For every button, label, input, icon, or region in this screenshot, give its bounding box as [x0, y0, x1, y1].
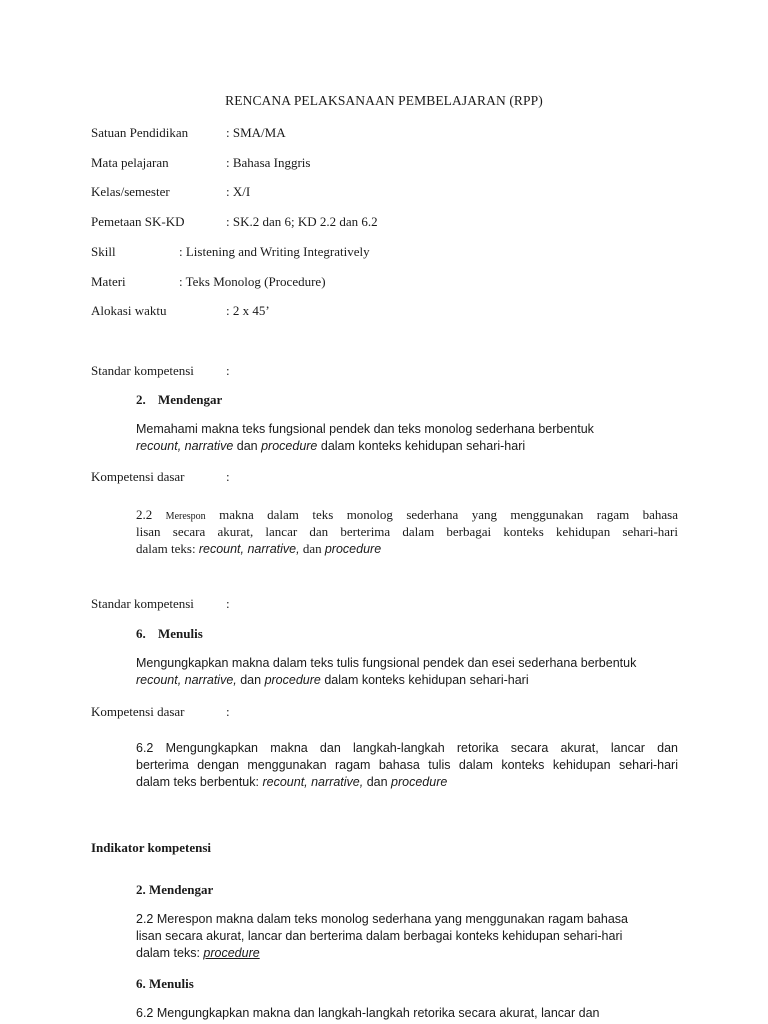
- indikator-line3-procedure: procedure: [203, 946, 260, 960]
- sk2-desc-dan: dan: [236, 673, 265, 687]
- kd1-colon: :: [226, 469, 230, 484]
- sk1-heading-number: 2.: [136, 392, 146, 407]
- sk2-description-line2: [136, 672, 529, 689]
- sk1-colon: :: [226, 363, 230, 378]
- sk2-colon: :: [226, 596, 230, 611]
- indikator-sub-mendengar: 2. Mendengar: [136, 882, 214, 897]
- kd2-line3-a: dalam teks berbentuk:: [136, 775, 263, 789]
- identity-value-satuan: : SMA/MA: [226, 125, 286, 140]
- sk1-desc-procedure: procedure: [261, 439, 318, 453]
- kd2-label: Kompetensi dasar: [91, 704, 185, 719]
- indikator-mendengar-line2: lisan secara akurat, lancar dan berterima dalam berbagai konteks kehidupan sehari-hari: [136, 929, 623, 943]
- kd1-line1-rest: makna dalam teks monolog sederhana yang menggunakan ragam bahasa: [205, 507, 679, 522]
- identity-value-alokasi: : 2 x 45’: [226, 303, 270, 318]
- identity-value-kelas: : X/I: [226, 184, 251, 199]
- identity-label-kelas: Kelas/semester: [91, 184, 170, 199]
- sk2-heading: Menulis: [158, 626, 203, 641]
- kd2-line3: [136, 774, 678, 791]
- sk1-desc-rest: dalam konteks kehidupan sehari-hari: [317, 439, 526, 453]
- kd2-line3-genres: recount, narrative,: [262, 775, 364, 789]
- kd2-line3-dan: dan: [363, 775, 392, 789]
- kd1-word-merespon: Merespon: [165, 511, 206, 522]
- kd2-line2: berterima dengan menggunakan ragam bahasa tulis dalam konteks kehidupan sehari-hari: [136, 758, 678, 772]
- sk1-description-line1: Memahami makna teks fungsional pendek dan teks monolog sederhana berbentuk: [136, 422, 594, 436]
- kd1-line3: [136, 540, 678, 558]
- identity-label-materi: Materi: [91, 274, 126, 289]
- indikator-mendengar-line1: 2.2 Merespon makna dalam teks monolog sederhana yang menggunakan ragam bahasa: [136, 912, 628, 926]
- sk2-description-line1: Mengungkapkan makna dalam teks tulis fungsional pendek dan esei sederhana berbentuk: [136, 656, 637, 670]
- identity-value-materi: : Teks Monolog (Procedure): [179, 274, 326, 289]
- kd2-line3-procedure: procedure: [391, 775, 448, 789]
- identity-value-pemetaan: : SK.2 dan 6; KD 2.2 dan 6.2: [226, 214, 378, 229]
- identity-label-pemetaan: Pemetaan SK-KD: [91, 214, 185, 229]
- page-title: RENCANA PELAKSANAAN PEMBELAJARAN (RPP): [225, 93, 543, 108]
- indikator-line3-a: dalam teks:: [136, 946, 204, 960]
- kd1-line3-a: dalam teks:: [136, 541, 199, 556]
- kd2-colon: :: [226, 704, 230, 719]
- sk2-label: Standar kompetensi: [91, 596, 194, 611]
- kd1-label: Kompetensi dasar: [91, 469, 185, 484]
- sk1-heading: Mendengar: [158, 392, 223, 407]
- sk1-desc-genres: recount, narrative: [136, 439, 234, 453]
- kd2-line1: 6.2 Mengungkapkan makna dan langkah-langkah retorika secara akurat, lancar dan: [136, 741, 678, 755]
- identity-value-mapel: : Bahasa Inggris: [226, 155, 311, 170]
- sk2-desc-genres: recount, narrative,: [136, 673, 237, 687]
- indikator-sub-menulis: 6. Menulis: [136, 976, 194, 991]
- indikator-menulis-line1: 6.2 Mengungkapkan makna dan langkah-langkah retorika secara akurat, lancar dan: [136, 1006, 600, 1020]
- sk2-heading-number: 6.: [136, 626, 146, 641]
- identity-value-skill: : Listening and Writing Integratively: [179, 244, 370, 259]
- kd1-line3-procedure: procedure: [324, 542, 382, 556]
- identity-label-skill: Skill: [91, 244, 116, 259]
- sk2-desc-procedure: procedure: [264, 673, 321, 687]
- sk2-desc-rest: dalam konteks kehidupan sehari-hari: [320, 673, 529, 687]
- identity-label-alokasi: Alokasi waktu: [91, 303, 167, 318]
- kd1-line3-genres: recount, narrative,: [198, 542, 300, 556]
- identity-label-satuan: Satuan Pendidikan: [91, 125, 189, 140]
- sk1-desc-dan: dan: [233, 439, 262, 453]
- identity-label-mapel: Mata pelajaran: [91, 155, 169, 170]
- kd1-line2: lisan secara akurat, lancar dan berterima dalam berbagai konteks kehidupan sehari-hari: [136, 524, 678, 539]
- kd1-line3-dan: dan: [299, 541, 325, 556]
- kd1-number: 2.2: [136, 507, 166, 522]
- indikator-mendengar-line3: [136, 945, 260, 962]
- sk1-label: Standar kompetensi: [91, 363, 194, 378]
- indikator-heading: Indikator kompetensi: [91, 840, 212, 855]
- sk1-description-line2: [136, 438, 525, 455]
